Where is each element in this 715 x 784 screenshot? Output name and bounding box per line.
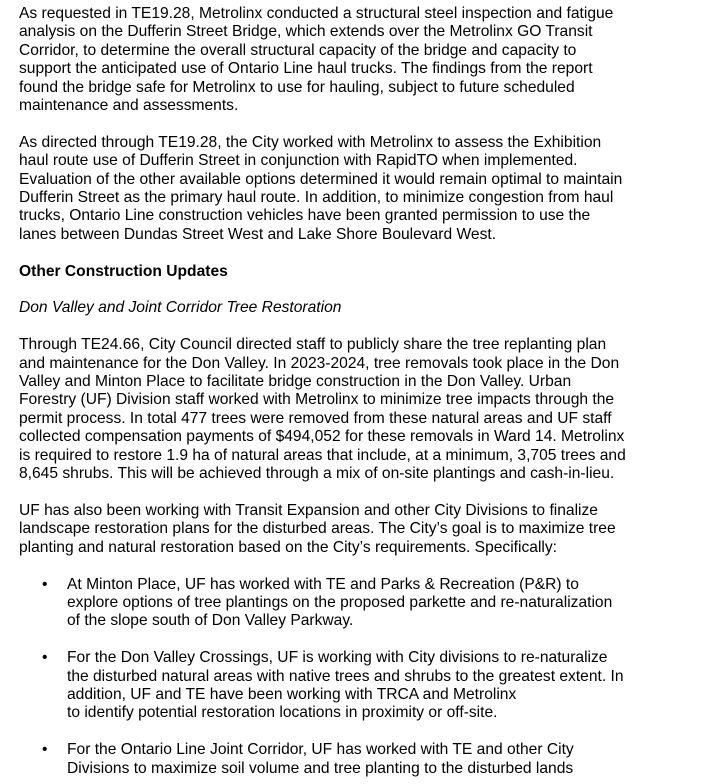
text-line: Forestry (UF) Division staff worked with Metrolinx to minimize tree impacts through the	[19, 391, 615, 409]
text-line: Evaluation of the other available options determined it would remain optimal to maintain	[19, 170, 623, 188]
text-line: planting and natural restoration based on the City’s requirements. Specifically:	[19, 538, 557, 556]
document-page	[19, 5, 711, 778]
text-line: UF has also been working with Transit Expansion and other City Divisions to finalize	[19, 501, 598, 519]
bullet-list	[19, 576, 711, 778]
text-line: For the Don Valley Crossings, UF is working with City divisions to re-naturalize	[67, 649, 608, 667]
section-heading: Other Construction Updates	[19, 262, 228, 280]
bullet-item-minton-place	[19, 576, 711, 631]
text-line: and maintenance for the Don Valley. In 2023-2024, tree removals took place in the Don	[19, 354, 620, 372]
text-line: 8,645 shrubs. This will be achieved through a mix of on-site plantings and cash-in-lieu.	[19, 465, 615, 483]
bullet-icon: •	[42, 741, 48, 759]
text-line: As requested in TE19.28, Metrolinx conducted a structural steel inspection and fatigue	[19, 5, 614, 22]
text-line: is required to restore 1.9 ha of natural areas that include, at a minimum, 3,705 trees and	[19, 446, 626, 464]
text-line: of the slope south of Don Valley Parkway.	[67, 612, 354, 630]
text-line: Dufferin Street as the primary haul route. In addition, to minimize congestion from haul	[19, 189, 614, 207]
text-line: As directed through TE19.28, the City worked with Metrolinx to assess the Exhibition	[19, 133, 602, 151]
paragraph-restoration-plans	[19, 502, 711, 557]
text-line: analysis on the Dufferin Street Bridge, which extends over the Metrolinx GO Transit	[19, 23, 593, 41]
text-line: landscape restoration plans for the disturbed areas. The City’s goal is to maximize tree	[19, 520, 616, 538]
paragraph-haul-route	[19, 134, 711, 244]
bullet-item-don-valley-crossings	[19, 649, 711, 723]
text-line: Through TE24.66, City Council directed staff to publicly share the tree replanting plan	[19, 336, 607, 354]
paragraph-tree-removals	[19, 336, 711, 483]
text-line: to identify potential restoration locations in proximity or off-site.	[67, 704, 498, 722]
text-line: trucks, Ontario Line construction vehicles have been granted permission to use the	[19, 207, 591, 225]
text-line: Valley and Minton Place to facilitate bridge construction in the Don Valley. Urban	[19, 373, 572, 391]
bullet-item-joint-corridor	[19, 741, 711, 778]
bullet-icon: •	[42, 649, 48, 667]
paragraph-dufferin-bridge	[19, 5, 711, 115]
text-line: For the Ontario Line Joint Corridor, UF has worked with TE and other City	[67, 741, 574, 759]
text-line: collected compensation payments of $494,052 for these removals in Ward 14. Metrolinx	[19, 428, 625, 446]
bullet-icon: •	[42, 575, 48, 593]
text-line: maintenance and assessments.	[19, 97, 239, 115]
text-line: addition, UF and TE have been working with TRCA and Metrolinx	[67, 685, 517, 703]
text-line: haul route use of Dufferin Street in conjunction with RapidTO when implemented.	[19, 152, 578, 170]
text-line: found the bridge safe for Metrolinx to use for hauling, subject to future scheduled	[19, 78, 575, 96]
text-line: support the anticipated use of Ontario Line haul trucks. The findings from the report	[19, 60, 593, 78]
text-line: the disturbed natural areas with native trees and shrubs to the greatest extent. In	[67, 667, 624, 685]
text-line: explore options of tree plantings on the proposed parkette and re-naturalization	[67, 593, 613, 611]
text-line: permit process. In total 477 trees were removed from these natural areas and UF staff	[19, 409, 612, 427]
text-line: At Minton Place, UF has worked with TE and Parks & Recreation (P&R) to	[67, 575, 579, 593]
text-line: lanes between Dundas Street West and Lake Shore Boulevard West.	[19, 225, 497, 243]
text-line: Corridor, to determine the overall structural capacity of the bridge and capacity to	[19, 41, 577, 59]
text-line: Divisions to maximize soil volume and tree planting to the disturbed lands	[67, 759, 574, 777]
section-subheading: Don Valley and Joint Corridor Tree Restoration	[19, 299, 342, 317]
